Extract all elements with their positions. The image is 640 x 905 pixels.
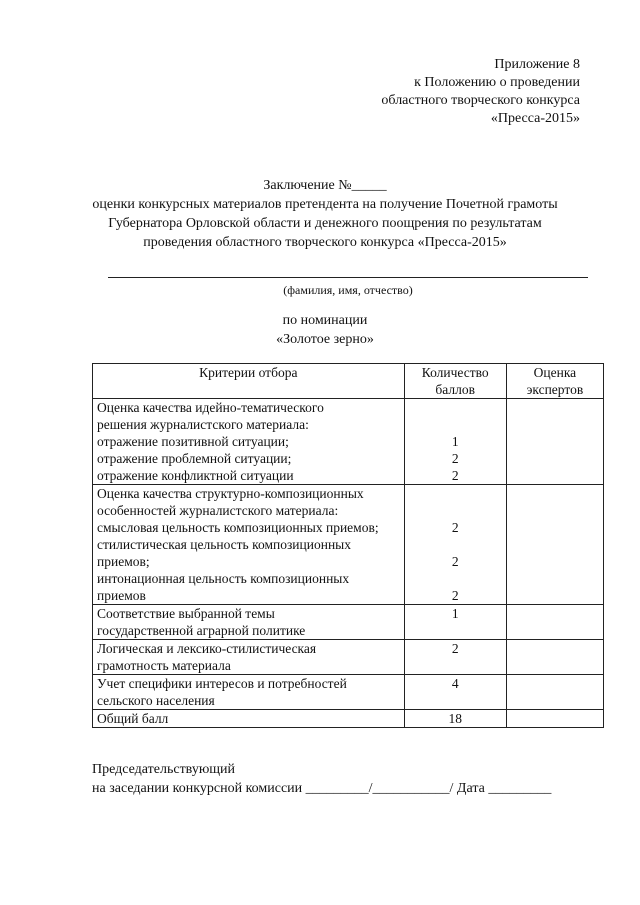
fio-underline <box>108 277 588 278</box>
table-row <box>93 399 604 485</box>
criteria-text: приемов; <box>97 554 150 569</box>
criteria-text: Оценка качества структурно-композиционных <box>97 486 364 501</box>
criteria-table <box>92 363 604 728</box>
criteria-text: интонационная цельность композиционных <box>97 571 350 586</box>
points-cell <box>404 605 506 640</box>
points-value: 4 <box>451 676 459 691</box>
header-criteria <box>93 364 405 399</box>
criteria-text: решения журналистского материала: <box>97 417 309 432</box>
criteria-cell <box>93 605 405 640</box>
title-line: проведения областного творческого конкурса «Пресса-2015» <box>143 235 507 250</box>
header-text: баллов <box>435 382 475 397</box>
points-value: 1 <box>451 434 459 449</box>
expert-score-cell[interactable] <box>506 640 603 675</box>
appendix-line: к Положению о проведении <box>414 75 580 90</box>
points-value <box>409 502 502 519</box>
criteria-text: Соответствие выбранной темы <box>97 606 275 621</box>
signature-block <box>92 760 551 798</box>
criteria-text: приемов <box>97 588 146 603</box>
appendix-line: областного творческого конкурса <box>381 93 580 108</box>
title-line: оценки конкурсных материалов претендента на получение Почетной грамоты <box>92 197 558 212</box>
criteria-text: Учет специфики интересов и потребностей <box>97 676 347 691</box>
total-label-cell <box>93 710 405 728</box>
points-value: 2 <box>451 520 459 535</box>
header-expert <box>506 364 603 399</box>
criteria-text: стилистическая цельность композиционных <box>97 537 351 552</box>
criteria-text: отражение конфликтной ситуации <box>97 468 294 483</box>
points-value <box>409 657 502 674</box>
header-text: Оценка <box>533 365 577 380</box>
fio-caption: (фамилия, имя, отчество) <box>283 283 413 297</box>
total-value-cell <box>404 710 506 728</box>
table-row <box>93 485 604 605</box>
commission-signature-line: на заседании конкурсной комиссии _________/___________/ Дата _________ <box>92 781 552 796</box>
nomination-name: «Золотое зерно» <box>276 332 374 347</box>
points-value: 1 <box>451 606 459 621</box>
criteria-text: сельского населения <box>97 693 215 708</box>
appendix-line: Приложение 8 <box>494 57 580 72</box>
total-expert-cell[interactable] <box>506 710 603 728</box>
points-value <box>409 692 502 709</box>
table-row <box>93 675 604 710</box>
points-value <box>409 536 502 553</box>
points-value <box>409 622 502 639</box>
header-text: Количество <box>421 365 489 380</box>
total-label: Общий балл <box>97 711 169 726</box>
expert-score-cell[interactable] <box>506 605 603 640</box>
table-row <box>93 605 604 640</box>
header-text: экспертов <box>526 382 584 397</box>
header-points <box>404 364 506 399</box>
criteria-text: государственной аграрной политике <box>97 623 306 638</box>
expert-score-cell[interactable] <box>506 675 603 710</box>
points-value: 2 <box>451 588 459 603</box>
criteria-text: особенностей журналистского материала: <box>97 503 339 518</box>
table-row <box>93 640 604 675</box>
appendix-line: «Пресса-2015» <box>490 111 580 126</box>
points-value <box>409 485 502 502</box>
table-header-row <box>93 364 604 399</box>
criteria-text: грамотность материала <box>97 658 231 673</box>
document-title <box>60 176 590 252</box>
points-value <box>409 570 502 587</box>
points-cell <box>404 485 506 605</box>
criteria-text: Оценка качества идейно-тематического <box>97 400 324 415</box>
nomination-label: по номинации <box>282 313 368 328</box>
points-value: 2 <box>451 468 459 483</box>
points-value: 2 <box>451 641 459 656</box>
nomination-block <box>60 311 590 349</box>
header-text: Критерии отбора <box>199 365 298 380</box>
points-value <box>409 399 502 416</box>
criteria-cell <box>93 675 405 710</box>
criteria-text: смысловая цельность композиционных приемов; <box>97 520 379 535</box>
appendix-header <box>350 56 580 128</box>
points-cell <box>404 399 506 485</box>
table-total-row <box>93 710 604 728</box>
points-value: 2 <box>451 451 459 466</box>
title-line: Губернатора Орловской области и денежного поощрения по результатам <box>108 216 542 231</box>
criteria-text: отражение позитивной ситуации; <box>97 434 289 449</box>
points-cell <box>404 675 506 710</box>
title-line: Заключение №_____ <box>263 178 387 193</box>
criteria-cell <box>93 399 405 485</box>
chairman-label: Председательствующий <box>92 762 236 777</box>
expert-score-cell[interactable] <box>506 399 603 485</box>
points-cell <box>404 640 506 675</box>
points-value: 2 <box>451 554 459 569</box>
criteria-cell <box>93 640 405 675</box>
total-value: 18 <box>448 711 462 726</box>
criteria-text: отражение проблемной ситуации; <box>97 451 292 466</box>
criteria-cell <box>93 485 405 605</box>
points-value <box>409 416 502 433</box>
criteria-text: Логическая и лексико-стилистическая <box>97 641 317 656</box>
expert-score-cell[interactable] <box>506 485 603 605</box>
